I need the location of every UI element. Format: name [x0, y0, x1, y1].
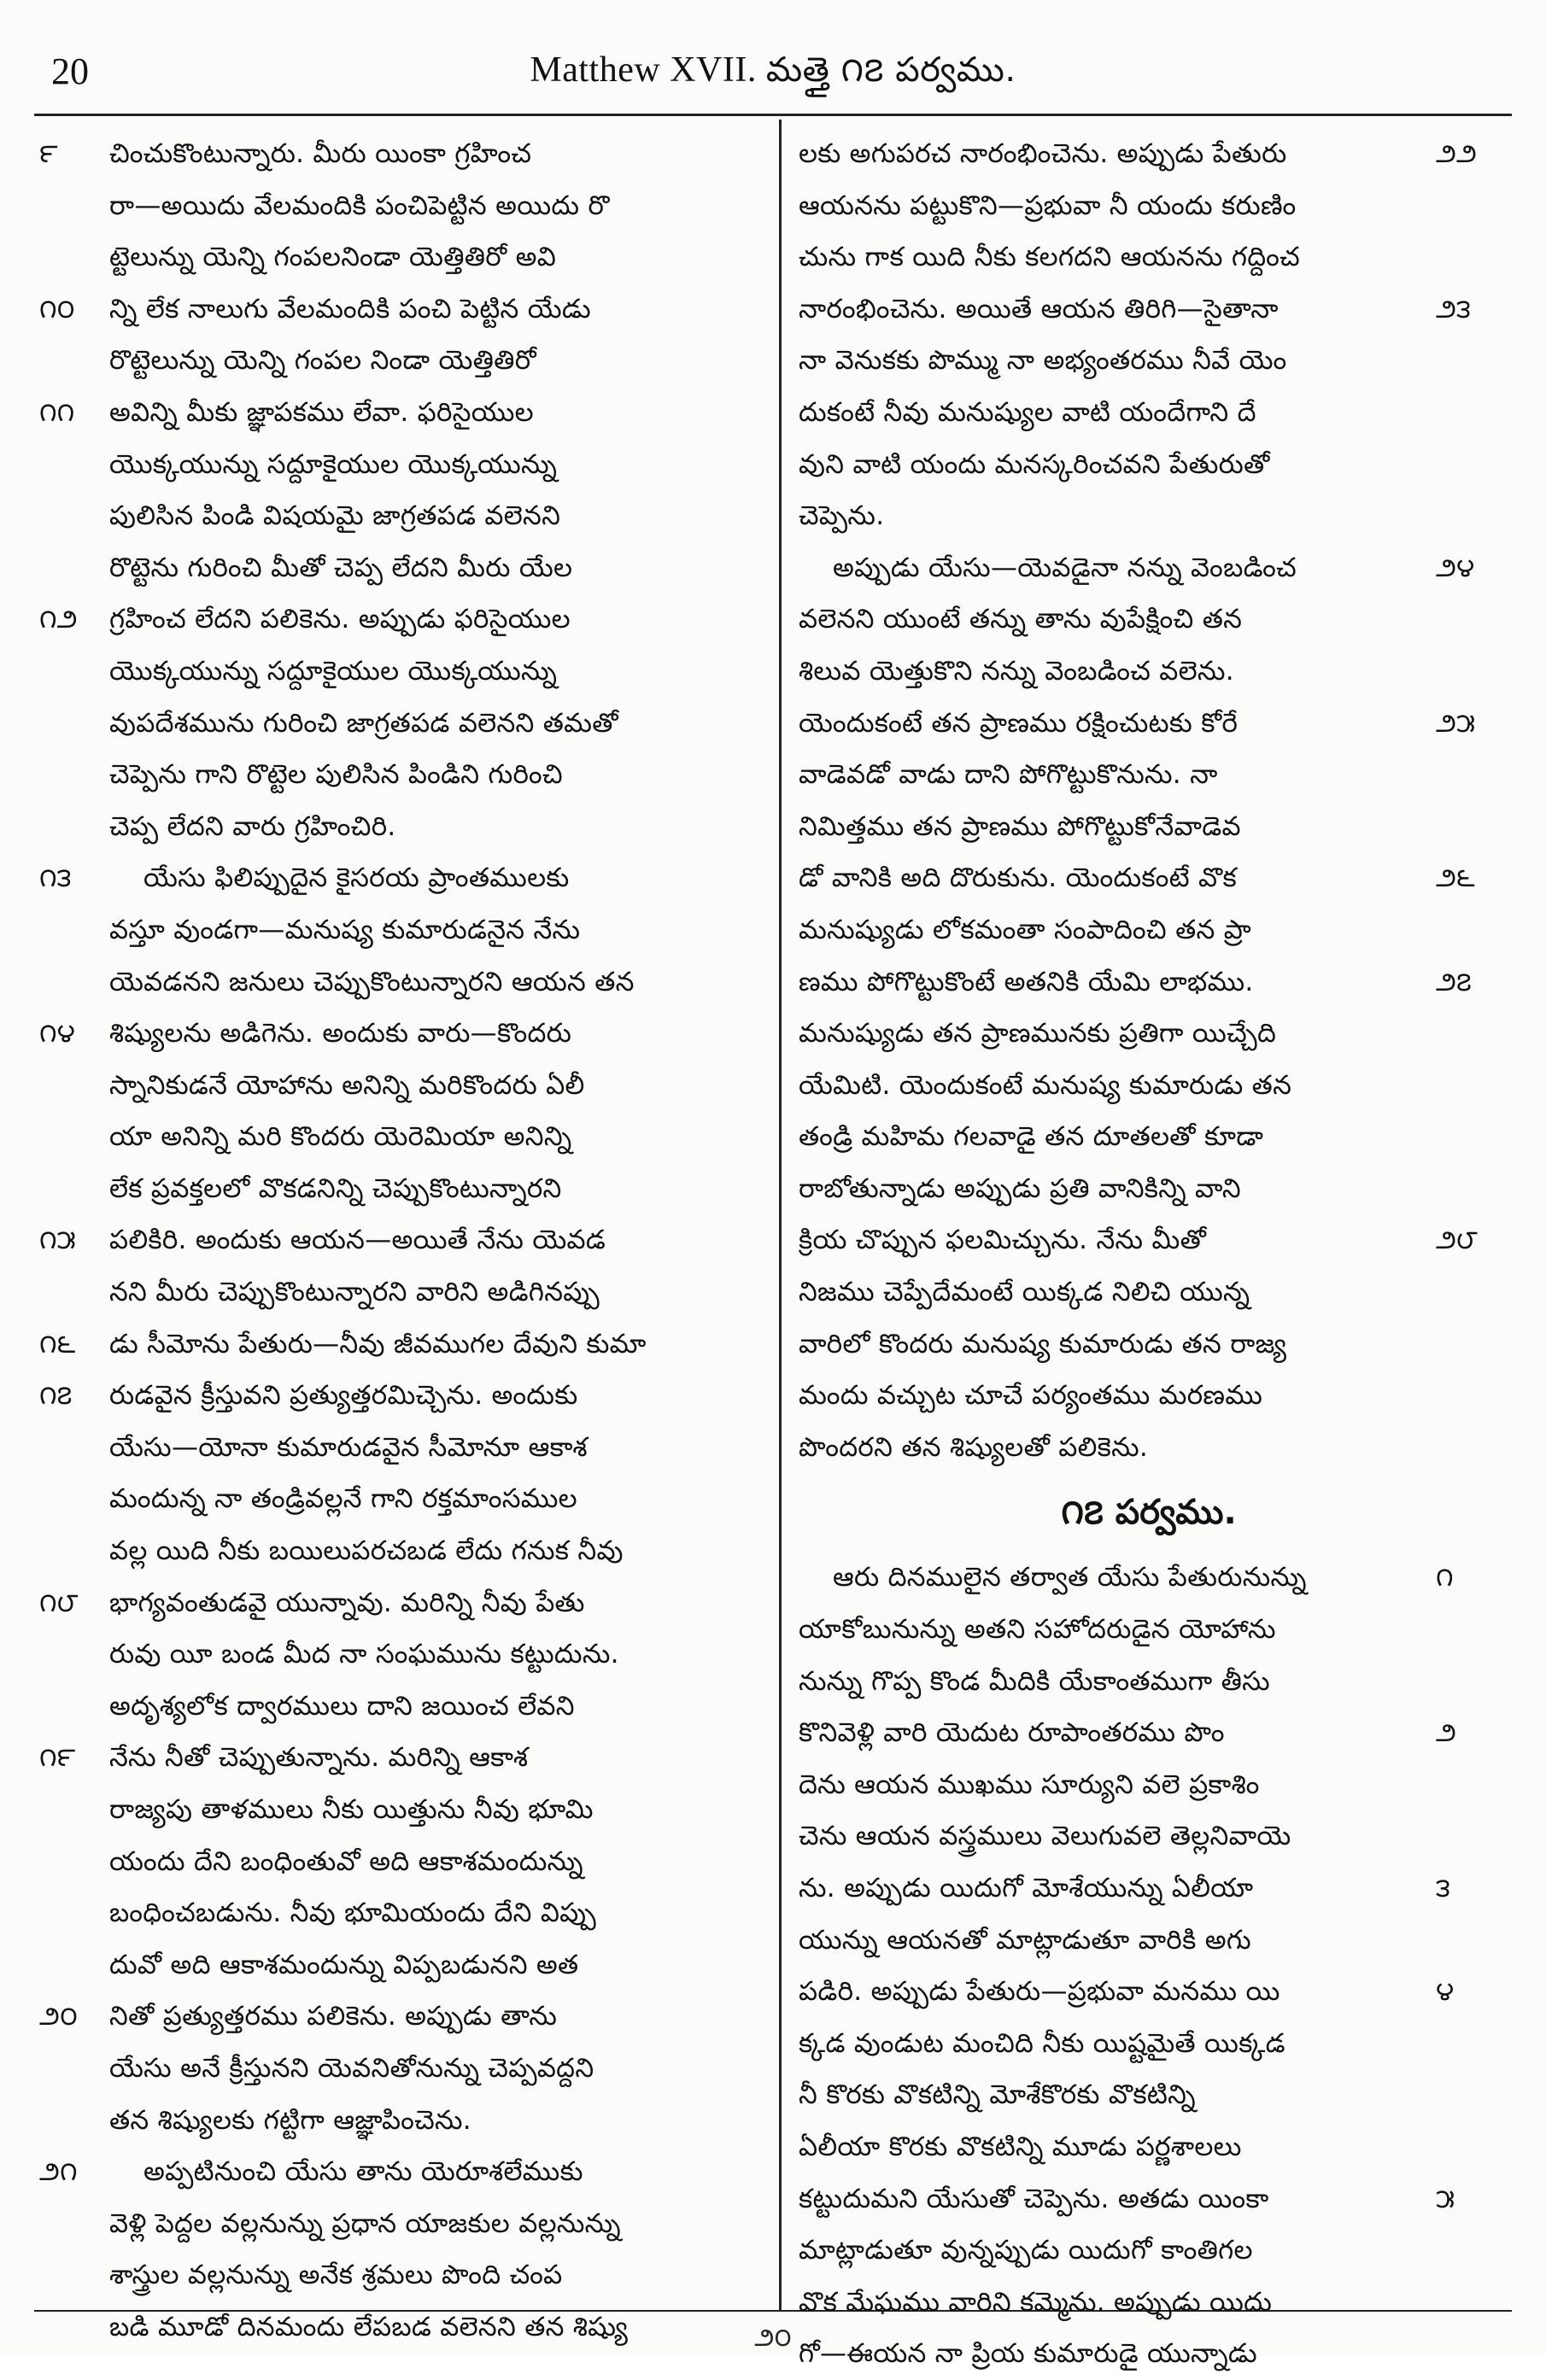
text-line: [34, 284, 769, 336]
line-text: న్ని లేక నాలుగు వేలమందికి పంచి పెట్టిన యేడు: [109, 293, 591, 325]
line-text: యెవడనని జనులు చెప్పుకొంటున్నారని ఆయన తన: [109, 966, 635, 997]
text-line: [790, 1370, 1508, 1422]
line-text: మందు వచ్చుట చూచే పర్యంతము మరణము: [799, 1380, 1263, 1412]
text-line: [34, 801, 769, 853]
line-text: చెను ఆయన వస్త్రములు వెలుగువలె తెల్లనివాయె: [799, 1821, 1291, 1852]
verse-number: ౧౧: [39, 396, 75, 428]
text-line: [790, 1008, 1508, 1060]
text-line: [790, 1759, 1508, 1811]
line-text: డో వానికి అది దొరుకును. యెందుకంటే వొక: [799, 863, 1238, 894]
text-line: [790, 1966, 1508, 2018]
line-text: ను. అప్పుడు యిదుగో మోశేయున్ను ఏలీయా: [799, 1873, 1254, 1903]
text-line: [790, 1266, 1508, 1319]
line-text: ట్టెలున్ను యెన్ని గంపలనిండా యెత్తితిరో అవి: [109, 242, 557, 273]
line-text: గ్రహించ లేదని పలికెను. అప్పుడు ఫరిసైయుల: [109, 604, 571, 635]
line-text: యొక్కయున్ను సద్దూకైయుల యొక్కయున్ను: [109, 655, 558, 687]
line-text: నారంభించెను. అయితే ఆయన తిరిగి—సైతానా: [799, 293, 1279, 325]
line-text: నీ కొరకు వొకటిన్ని మోశేకొరకు వొకటిన్ని: [799, 2079, 1196, 2111]
text-line: [790, 2173, 1508, 2225]
line-text: దుకంటే నీవు మనుష్యుల వాటి యందేగాని దే: [799, 396, 1256, 428]
text-line: [34, 1163, 769, 1215]
line-text: యేసు—యోనా కుమారుడవైన సీమోనూ ఆకాశ: [109, 1431, 588, 1463]
text-line: [34, 1008, 769, 1060]
text-line: [34, 1266, 769, 1319]
text-line: [790, 2069, 1508, 2121]
line-text: నా వెనుకకు పొమ్ము నా అభ్యంతరము నీవే యెం: [799, 345, 1287, 377]
line-text: చెప్పెను.: [799, 500, 885, 532]
line-text: క్రియ చొప్పున ఫలమిచ్చును. నేను మీతో: [799, 1225, 1207, 1256]
line-text: నిమిత్తము తన ప్రాణము పోగొట్టుకోనేవాడెవ: [799, 810, 1241, 842]
text-line: [790, 128, 1508, 180]
verse-number: ౧౯: [39, 1742, 76, 1774]
text-line: [34, 2043, 769, 2095]
text-line: [34, 1939, 769, 1991]
line-text: నితో ప్రత్యుత్తరము పలికెను. అప్పుడు తాను: [109, 2001, 558, 2032]
text-line: [34, 1319, 769, 1371]
text-line: [790, 1915, 1508, 1967]
verse-number: ౨౨: [1436, 138, 1477, 169]
text-line: [790, 1422, 1508, 1474]
text-line: [34, 490, 769, 542]
verse-number: ౨౪: [1436, 552, 1475, 583]
line-text: ఆయనను పట్టుకొని—ప్రభువా నీ యందు కరుణిం: [799, 190, 1297, 221]
text-line: [790, 2121, 1508, 2173]
verse-number: ౨౦: [39, 2001, 78, 2032]
line-text: లకు అగుపరచ నారంభించెను. అప్పుడు పేతురు: [799, 138, 1287, 169]
line-text: నున్ను గొప్ప కొండ మీదికి యేకాంతముగా తీసు: [799, 1665, 1270, 1697]
verse-number: ౧౮: [39, 1587, 79, 1618]
text-line: [34, 387, 769, 439]
text-line: [34, 1111, 769, 1163]
line-text: క్కడ వుండుట మంచిది నీకు యిష్టమైతే యిక్కడ: [799, 2027, 1285, 2059]
text-line: [790, 1060, 1508, 1112]
text-line: [34, 646, 769, 698]
text-line: [790, 490, 1508, 542]
line-text: దువో అది ఆకాశమందున్ను విప్పబడునని అత: [109, 1949, 579, 1980]
line-text: యున్ను ఆయనతో మాట్లాడుతూ వారికి అగు: [799, 1924, 1251, 1956]
line-text: దెను ఆయన ముఖము సూర్యుని వలె ప్రకాశిం: [799, 1769, 1260, 1800]
line-text: యెందుకంటే తన ప్రాణము రక్షించుటకు కోరే: [799, 707, 1239, 739]
verse-number: ౫: [1436, 2183, 1455, 2214]
text-line: [790, 1604, 1508, 1656]
line-text: తండ్రి మహిమ గలవాడై తన దూతలతో కూడా: [799, 1121, 1264, 1153]
text-line: [790, 852, 1508, 904]
line-text: వారిలో కొందరు మనుష్య కుమారుడు తన రాజ్య: [799, 1328, 1287, 1360]
line-text: శిలువ యెత్తుకొని నన్ను వెంబడించ వలెను.: [799, 655, 1234, 687]
line-text: నని మీరు చెప్పుకొంటున్నారని వారిని అడిగినప్పు: [109, 1277, 600, 1308]
text-line: [34, 1577, 769, 1629]
text-line: [790, 335, 1508, 387]
line-text: వుని వాటి యందు మనస్కరించవని పేతురుతో: [799, 448, 1270, 480]
text-line: [790, 646, 1508, 698]
text-line: [34, 1681, 769, 1733]
verse-number: ౩: [1436, 1873, 1450, 1903]
line-text: చెప్ప లేదని వారు గ్రహించిరి.: [109, 810, 396, 842]
line-text: వాడెవడో వాడు దాని పోగొట్టుకొనును. నా: [799, 759, 1218, 791]
text-line: [34, 1060, 769, 1112]
line-text: గో—ఈయన నా ప్రియ కుమారుడై యున్నాడు: [799, 2338, 1257, 2370]
text-line: [790, 231, 1508, 284]
text-line: [34, 1991, 769, 2043]
verse-number: ౧౪: [39, 1018, 75, 1050]
text-line: [34, 180, 769, 232]
text-line: [790, 439, 1508, 491]
line-text: ఆరు దినములైన తర్వాత యేసు పేతురునున్ను: [833, 1562, 1307, 1593]
verse-number: ౧౫: [39, 1225, 76, 1256]
verse-number: ౧: [1436, 1562, 1454, 1593]
line-text: కట్టుదుమని యేసుతో చెప్పెను. అతడు యింకా: [799, 2183, 1269, 2214]
running-title-telugu: మత్తై ౧౭ పర్వము.: [765, 50, 1016, 90]
line-text: రాబోతున్నాడు అప్పుడు ప్రతి వానికిన్ని వాని: [799, 1172, 1241, 1204]
line-text: చెప్పెను గాని రొట్టెల పులిసిన పిండిని గురించి: [109, 759, 563, 791]
column-divider: [779, 120, 782, 2310]
text-line: [790, 698, 1508, 750]
line-text: మందున్న నా తండ్రివల్లనే గాని రక్తమాంసముల: [109, 1483, 577, 1515]
line-text: వల్ల యిది నీకు బయిలుపరచబడ లేదు గనుక నీవు: [109, 1535, 624, 1567]
verse-number: ౧౭: [39, 1380, 73, 1412]
line-text: యేసు ఫిలిప్పుదైన కైసరయ ప్రాంతములకు: [143, 863, 570, 894]
text-line: [790, 749, 1508, 801]
text-line: [790, 801, 1508, 853]
line-text: వెళ్లి పెద్దల వల్లనున్ను ప్రధాన యాజకుల వల్లనున్ను: [109, 2207, 621, 2239]
text-line: [790, 904, 1508, 956]
section-heading: ౧౭ పర్వము.: [1061, 1493, 1237, 1533]
verse-number: ౨౬: [1436, 863, 1475, 894]
text-line: [790, 1319, 1508, 1371]
text-line: [34, 128, 769, 180]
line-text: అప్పటినుంచి యేసు తాను యెరూశలేముకు: [143, 2156, 583, 2188]
text-line: [790, 284, 1508, 336]
text-line: [790, 1810, 1508, 1862]
line-text: తన శిష్యులకు గట్టిగా ఆజ్ఞాపించెను.: [109, 2104, 471, 2136]
verse-number: ౨: [1436, 1717, 1456, 1749]
verse-number: ౧౬: [39, 1328, 76, 1360]
text-line: [34, 2146, 769, 2198]
line-text: బంధించబడును. నీవు భూమియందు దేని విప్పు: [109, 1898, 596, 1929]
line-text: రా—అయిదు వేలమందికి పంచిపెట్టిన అయిదు రొ: [109, 190, 610, 221]
text-line: [790, 1656, 1508, 1708]
line-text: రువు యీ బండ మీద నా సంఘమును కట్టుదును.: [109, 1639, 619, 1670]
text-line: [34, 1422, 769, 1474]
text-line: [34, 231, 769, 284]
text-line: [34, 1214, 769, 1266]
text-line: [34, 1784, 769, 1836]
text-line: [790, 1552, 1508, 1604]
text-line: [790, 1111, 1508, 1163]
right-column: [790, 128, 1508, 2370]
running-title-latin: Matthew XVII.: [530, 50, 757, 90]
text-line: [34, 439, 769, 491]
line-text: యా అనిన్ని మరి కొందరు యెరెమియా అనిన్ని: [109, 1121, 572, 1153]
verse-number: ౧౦: [39, 293, 75, 325]
line-text: యేసు అనే క్రీస్తునని యెవనితోనున్ను చెప్పవద్దని: [109, 2052, 594, 2084]
text-line: [34, 1629, 769, 1681]
text-line: [34, 1836, 769, 1888]
text-line: [34, 904, 769, 956]
verse-number: ౧౩: [39, 863, 72, 894]
line-text: నేను నీతో చెప్పుతున్నాను. మరిన్ని ఆకాశ: [109, 1742, 529, 1774]
text-line: [790, 1163, 1508, 1215]
line-text: రుడవైన క్రీస్తువని ప్రత్యుత్తరమిచ్చెను. అందుకు: [109, 1380, 578, 1412]
line-text: మనుష్యుడు తన ప్రాణమునకు ప్రతిగా యిచ్చేది: [799, 1018, 1277, 1050]
line-text: పడిరి. అప్పుడు పేతురు—ప్రభువా మనము యి: [799, 1976, 1280, 2008]
text-line: [34, 2249, 769, 2301]
line-text: వస్తూ వుండగా—మనుష్య కుమారుడనైన నేను: [109, 914, 581, 945]
text-line: [34, 749, 769, 801]
line-text: అదృశ్యలోక ద్వారములు దాని జయించ లేవని: [109, 1690, 575, 1722]
line-text: మాట్లాడుతూ వున్నప్పుడు యిదుగో కాంతిగల: [799, 2235, 1253, 2266]
line-text: మనుష్యుడు లోకమంతా సంపాదించి తన ప్రా: [799, 914, 1252, 945]
text-line: [34, 542, 769, 594]
line-text: వొక మేఘము వారిని కమ్మెను. అప్పుడు యిదు: [799, 2286, 1273, 2318]
verse-number: ౯: [39, 138, 58, 169]
line-text: పలికిరి. అందుకు ఆయన—అయితే నేను యెవడ: [109, 1225, 606, 1256]
text-line: [790, 387, 1508, 439]
verse-number: ౨౮: [1436, 1225, 1478, 1256]
text-line: [34, 698, 769, 750]
line-text: ఏలీయా కొరకు వొకటిన్ని మూడు పర్ణశాలలు: [799, 2131, 1242, 2162]
line-text: యందు దేని బంధింతువో అది ఆకాశమందున్ను: [109, 1845, 583, 1877]
line-text: అవిన్ని మీకు జ్ఞాపకము లేవా. ఫరిసైయుల: [109, 396, 534, 428]
text-line: [790, 1862, 1508, 1915]
header-rule: [34, 114, 1512, 116]
line-text: రొట్టెను గురించి మీతో చెప్ప లేదని మీరు యేల: [109, 552, 573, 583]
text-line: [790, 2277, 1508, 2329]
line-text: శిష్యులను అడిగెను. అందుకు వారు—కొందరు: [109, 1018, 572, 1050]
line-text: బడి మూడో దినమందు లేపబడ వలెనని తన శిష్యు: [109, 2311, 629, 2342]
text-line: [34, 2198, 769, 2250]
line-text: డు సీమోను పేతురు—నీవు జీవముగల దేవుని కుమా: [109, 1328, 647, 1360]
text-line: [34, 594, 769, 646]
line-text: వుపదేశమును గురించి జాగ్రతపడ వలెనని తమతో: [109, 707, 618, 739]
text-line: [34, 2095, 769, 2147]
verse-number: ౨౫: [1436, 707, 1476, 739]
verse-number: ౨౧: [39, 2156, 78, 2188]
line-text: నిజము చెప్పేదేమంటే యిక్కడ నిలిచి యున్న: [799, 1277, 1250, 1308]
verse-number: ౪: [1436, 1976, 1455, 2008]
line-text: స్నానికుడనే యోహాను అనిన్ని మరికొందరు ఏలీ: [109, 1069, 585, 1101]
line-text: పొందరని తన శిష్యులతో పలికెను.: [799, 1431, 1149, 1463]
text-line: [790, 956, 1508, 1009]
line-text: యేమిటి. యెందుకంటే మనుష్య కుమారుడు తన: [799, 1069, 1292, 1101]
line-text: అప్పుడు యేసు—యెవడైనా నన్ను వెంబడించ: [833, 552, 1297, 583]
line-text: వలెనని యుంటే తన్ను తాను వుపేక్షించి తన: [799, 604, 1243, 635]
running-title: [34, 50, 1512, 98]
verse-number: ౨౩: [1436, 293, 1471, 325]
signature-mark: ౨౦: [754, 2323, 792, 2353]
page-number: 20: [51, 50, 89, 92]
text-line: [790, 1214, 1508, 1266]
line-text: శాస్త్రుల వల్లనున్ను అనేక శ్రమలు పొంది చంప: [109, 2260, 563, 2291]
text-line: [790, 594, 1508, 646]
line-text: పులిసిన పిండి విషయమై జాగ్రతపడ వలెనని: [109, 500, 561, 532]
text-line: [34, 335, 769, 387]
line-text: రాజ్యపు తాళములు నీకు యిత్తును నీవు భూమి: [109, 1794, 594, 1825]
text-line: [34, 1370, 769, 1422]
text-line: [790, 2225, 1508, 2277]
text-line: [34, 1473, 769, 1525]
page-header: [34, 43, 1512, 102]
line-text: యొక్కయున్ను సద్దూకైయుల యొక్కయున్ను: [109, 448, 558, 480]
line-text: ణము పోగొట్టుకొంటే అతనికి యేమి లాభము.: [799, 966, 1254, 997]
left-column: [34, 128, 769, 2342]
line-text: భాగ్యవంతుడవై యున్నావు. మరిన్ని నీవు పేతు: [109, 1587, 585, 1618]
line-text: చును గాక యిది నీకు కలగదని ఆయనను గద్దించ: [799, 242, 1301, 273]
text-line: [790, 180, 1508, 232]
line-text: యాకోబునున్ను అతని సహోదరుడైన యోహాను: [799, 1614, 1276, 1646]
verse-number: ౨౭: [1436, 966, 1472, 997]
text-line: [34, 852, 769, 904]
line-text: చించుకొంటున్నారు. మీరు యింకా గ్రహించ: [109, 138, 532, 169]
text-line: [34, 1887, 769, 1939]
text-line: [34, 1525, 769, 1577]
line-text: లేక ప్రవక్తలలో వొకడనిన్ని చెప్పుకొంటున్నారని: [109, 1172, 562, 1204]
verse-number: ౧౨: [39, 604, 78, 635]
text-line: [790, 1707, 1508, 1759]
text-line: [34, 1732, 769, 1784]
text-line: [34, 956, 769, 1009]
text-line: [790, 2018, 1508, 2070]
line-text: రొట్టెలున్ను యెన్ని గంపల నిండా యెత్తితిరో: [109, 345, 536, 377]
text-line: [790, 542, 1508, 594]
line-text: కొనివెళ్లి వారి యెదుట రూపాంతరము పొం: [799, 1717, 1225, 1749]
